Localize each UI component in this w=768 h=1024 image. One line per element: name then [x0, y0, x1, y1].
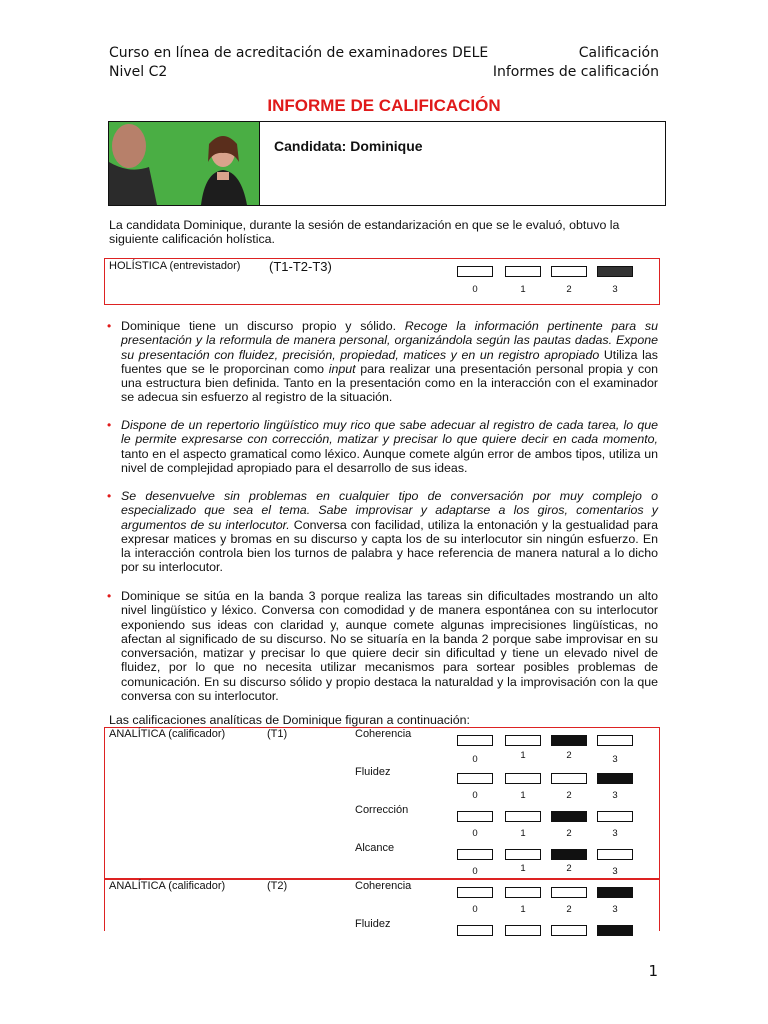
score-box-1	[505, 887, 541, 898]
bullet-text-part: tanto en el aspecto gramatical como léxico. Aunque comete algún error de ambos tipos, utiliza un nivel de complejidad apropiado para el desarrollo de sus ideas.	[121, 446, 658, 475]
score-box-0	[457, 735, 493, 746]
holistic-box	[104, 258, 660, 305]
bullet-text-part: input	[328, 361, 356, 376]
score-box-2	[551, 735, 587, 746]
bullet-text-part: para realizar una presentación personal propia y con una estructura bien definida. Tanto en la presentación como en la interacción con el examinador se adecua sin esfuerzo al registro de la situación.	[121, 361, 658, 405]
score-box-3	[597, 773, 633, 784]
score-label-1: 1	[520, 904, 526, 915]
bullet-text-part: Dispone de un repertorio lingüístico muy rico que sabe adecuar al registro de cada tarea, lo que le permite expresarse con corrección, matizar y precisar lo que quiere decir en cada momento,	[121, 418, 658, 447]
score-box-3	[597, 849, 633, 860]
score-label-2: 2	[566, 863, 572, 874]
analytic-label: ANALÍTICA (calificador)	[109, 728, 226, 740]
criterion-name: Coherencia	[355, 728, 412, 740]
score-box-3	[597, 735, 633, 746]
holistic-task: (T1-T2-T3)	[269, 259, 332, 274]
analytic-task: (T2)	[267, 880, 288, 892]
bullet-text	[121, 589, 658, 703]
score-box-0	[457, 811, 493, 822]
score-box-2	[551, 849, 587, 860]
criterion-name: Fluidez	[355, 918, 391, 930]
score-box-2	[551, 887, 587, 898]
bullet-text-part: Se desenvuelve sin problemas en cualquier tipo de conversación por muy complejo o especializado que sea el tema. Sabe improvisar y adaptarse a los giros, comentarios y argumentos de su interlocutor.	[121, 489, 658, 532]
score-box-1	[505, 735, 541, 746]
score-label-3: 3	[612, 866, 618, 877]
score-label-0: 0	[472, 866, 478, 877]
analytic-task: (T1)	[267, 728, 288, 740]
score-box-2	[551, 266, 587, 277]
score-box-2	[551, 773, 587, 784]
score-label-0: 0	[472, 284, 478, 295]
bullet-text-part: Conversa con facilidad, utiliza la entonación y la gestualidad para expresar matices y bromas en su discurso y capta los de su interlocutor sin ningún esfuerzo. En la interacción controla bien los turnos de palabra y hace referencia de manera natural a lo dicho por su interlocutor.	[121, 517, 658, 575]
bullet-marker: •	[107, 489, 112, 503]
score-label-2: 2	[566, 790, 572, 801]
bullet-marker: •	[107, 418, 112, 432]
score-box-0	[457, 849, 493, 860]
score-box-2	[551, 925, 587, 936]
score-label-1: 1	[520, 284, 526, 295]
score-label-1: 1	[520, 863, 526, 874]
score-label-3: 3	[612, 904, 618, 915]
bullet-item	[108, 489, 658, 575]
bullet-text-part: Dominique tiene un discurso propio y sólido.	[121, 319, 405, 333]
score-label-0: 0	[472, 754, 478, 765]
analytic-intro: Las calificaciones analíticas de Dominique figuran a continuación:	[109, 713, 470, 727]
section-title: Calificación Informes de calificación	[492, 45, 659, 80]
score-box-1	[505, 773, 541, 784]
score-label-1: 1	[520, 828, 526, 839]
bullet-marker: •	[107, 319, 112, 333]
score-box-1	[505, 925, 541, 936]
bullet-text	[121, 418, 658, 475]
score-box-2	[551, 811, 587, 822]
bullet-text	[121, 319, 658, 405]
score-box-0	[457, 773, 493, 784]
candidate-name: Candidata: Dominique	[274, 138, 423, 154]
bullet-text-part: Dominique se sitúa en la banda 3 porque realiza las tareas sin dificultades mostrando un alto nivel lingüístico y léxico. Conversa con comodidad y de manera espontánea con su interlocutor exponiendo sus ideas con claridad y, aunque comete algunas imprecisiones lingüísticas, no afectan al significado de su discurso. No se situaría en la banda 2 porque sabe improvisar en su conversación, matizar y precisar lo que quiere decir sin dificultad y tiene un elevado nivel de fluidez, por lo que no necesita utilizar mecanismos para sortear posibles problemas de comunicación. En su discurso sólido y propio destaca la naturaldad y la improvisación con la que conversa con su interlocutor.	[121, 589, 658, 704]
score-label-3: 3	[612, 828, 618, 839]
video-still-image	[109, 122, 259, 205]
bullet-text	[121, 489, 658, 575]
intro-paragraph: La candidata Dominique, durante la sesión de estandarización en que se le evaluó, obtuvo la siguiente calificación holística.	[109, 218, 620, 247]
score-box-0	[457, 266, 493, 277]
bullet-item	[108, 418, 658, 475]
report-title: INFORME DE CALIFICACIÓN	[267, 96, 501, 115]
score-label-2: 2	[566, 750, 572, 761]
candidate-box	[108, 121, 666, 206]
score-label-2: 2	[566, 904, 572, 915]
score-label-3: 3	[612, 790, 618, 801]
criterion-name: Coherencia	[355, 880, 412, 892]
score-box-3	[597, 811, 633, 822]
score-label-1: 1	[520, 790, 526, 801]
score-label-0: 0	[472, 904, 478, 915]
criterion-name: Corrección	[355, 804, 409, 816]
score-box-0	[457, 925, 493, 936]
score-box-1	[505, 266, 541, 277]
score-label-0: 0	[472, 790, 478, 801]
course-title: Curso en línea de acreditación de examinadores DELE Nivel C2	[109, 45, 489, 80]
score-label-3: 3	[612, 284, 618, 295]
score-label-0: 0	[472, 828, 478, 839]
bullet-item	[108, 589, 658, 703]
analytic-table	[104, 879, 660, 931]
score-label-3: 3	[612, 754, 618, 765]
score-label-2: 2	[566, 828, 572, 839]
bullet-text-part: Recoge la información pertinente para su presentación y la reformula de manera personal, organizándola según las pautas dadas. Expone su presentación con fluidez, precisión, propiedad, matices y en un registro apropiado	[121, 319, 658, 362]
bullet-marker: •	[107, 589, 112, 603]
score-box-1	[505, 849, 541, 860]
score-box-1	[505, 811, 541, 822]
score-box-3	[597, 887, 633, 898]
analytic-label: ANALÍTICA (calificador)	[109, 880, 226, 892]
page-number: 1	[648, 962, 658, 980]
criterion-name: Fluidez	[355, 766, 391, 778]
score-box-3	[597, 925, 633, 936]
score-label-1: 1	[520, 750, 526, 761]
analytic-table	[104, 727, 660, 879]
bullet-text-part: Utiliza las fuentes que se le proporcinan como	[121, 347, 658, 376]
candidate-video-still	[109, 122, 260, 205]
holistic-label: HOLÍSTICA (entrevistador)	[109, 260, 241, 272]
criterion-name: Alcance	[355, 842, 395, 854]
score-box-3	[597, 266, 633, 277]
score-label-2: 2	[566, 284, 572, 295]
score-box-0	[457, 887, 493, 898]
bullet-item	[108, 319, 658, 405]
